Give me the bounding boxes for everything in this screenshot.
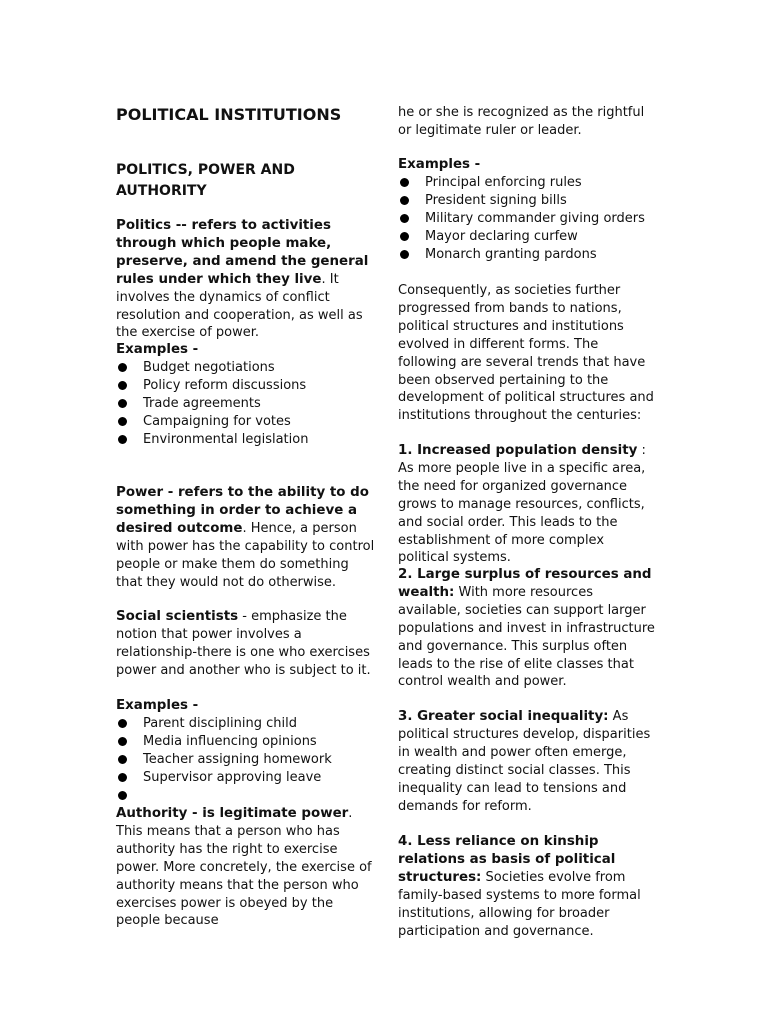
list-item: Environmental legislation (116, 431, 378, 449)
bullet-icon (118, 381, 127, 390)
trend-item: 3. Greater social inequality: As political structures develop, disparities in wealth and power often emerge, creating distinct social classes. This inequality can lead to tensions and demands for reform. (398, 709, 651, 814)
bullet-icon (118, 363, 127, 372)
politics-examples-list (116, 359, 378, 448)
trend-item: 2. Large surplus of resources and wealth: With more resources available, societies can support larger populations and invest in infrastructure and governance. This surplus often leads to the rise of elite classes that control wealth and power. (398, 567, 655, 690)
list-item: Military commander giving orders (398, 210, 656, 228)
bullet-icon (400, 250, 409, 259)
power-definition (116, 484, 378, 591)
authority-examples-list (398, 174, 656, 263)
bullet-icon (118, 435, 127, 444)
examples-label: Examples - (116, 698, 199, 713)
trend-item: 1. Increased population density : As more people live in a specific area, the need for organized governance grows to manage resources, conflicts, and social order. This leads to the establishment of more complex political systems. (398, 443, 646, 566)
examples-label: Examples - (116, 342, 199, 357)
authority-text: . This means that a person who has authority has the right to exercise power. More concretely, the exercise of authority means that the person who exercises power is obeyed by the people because (116, 806, 372, 929)
bullet-icon (118, 399, 127, 408)
list-item: Teacher assigning homework (116, 751, 378, 769)
bullet-icon (118, 791, 127, 800)
politics-text: . It involves the dynamics of conflict resolution and cooperation, as well as the exercise of power. (116, 271, 363, 341)
section-heading: POLITICS, POWER AND AUTHORITY (116, 162, 295, 199)
list-item: Monarch granting pardons (398, 246, 656, 264)
authority-continuation: he or she is recognized as the rightful or legitimate ruler or leader. (398, 105, 645, 138)
list-item: Mayor declaring curfew (398, 228, 656, 246)
power-examples-list (116, 715, 378, 804)
examples-label: Examples - (398, 157, 481, 172)
bullet-icon (400, 232, 409, 241)
social-scientists-term: Social scientists (116, 609, 239, 624)
bullet-icon (118, 773, 127, 782)
list-item: Parent disciplining child (116, 715, 378, 733)
politics-definition (116, 217, 378, 342)
list-item: Budget negotiations (116, 359, 378, 377)
trends-intro: Consequently, as societies further progressed from bands to nations, political structures and institutions evolved in different forms. The following are several trends that have been observed pertaining to the development of political structures and institutions throughout the centuries: (398, 283, 654, 424)
list-item: Trade agreements (116, 395, 378, 413)
list-item: Principal enforcing rules (398, 174, 656, 192)
social-scientists-paragraph (116, 608, 378, 680)
list-item: Media influencing opinions (116, 733, 378, 751)
power-term: Power - refers to the ability to do something in order to achieve a desired outcome (116, 485, 369, 536)
list-item: Policy reform discussions (116, 377, 378, 395)
list-item: Supervisor approving leave (116, 769, 378, 787)
list-item: President signing bills (398, 192, 656, 210)
bullet-icon (400, 196, 409, 205)
social-scientists-text: - emphasize the notion that power involves a relationship-there is one who exercises power and another who is subject to it. (116, 609, 371, 678)
politics-term: Politics -- refers to activities through which people make, preserve, and amend the general rules under which they live (116, 218, 369, 287)
power-text: . Hence, a person with power has the capability to control people or make them do something that they would not do otherwise. (116, 520, 375, 590)
bullet-icon (118, 755, 127, 764)
bullet-icon (118, 417, 127, 426)
list-item (116, 787, 378, 805)
authority-term: Authority - is legitimate power (116, 806, 349, 821)
trend-item: 4. Less reliance on kinship relations as basis of political structures: Societies evolve from family-based systems to more formal institutions, allowing for broader participation and governance. (398, 834, 641, 939)
bullet-icon (118, 719, 127, 728)
authority-definition (116, 805, 378, 930)
bullet-icon (400, 178, 409, 187)
bullet-icon (118, 737, 127, 746)
list-item: Campaigning for votes (116, 413, 378, 431)
bullet-icon (400, 214, 409, 223)
page-title: POLITICAL INSTITUTIONS (116, 105, 342, 124)
